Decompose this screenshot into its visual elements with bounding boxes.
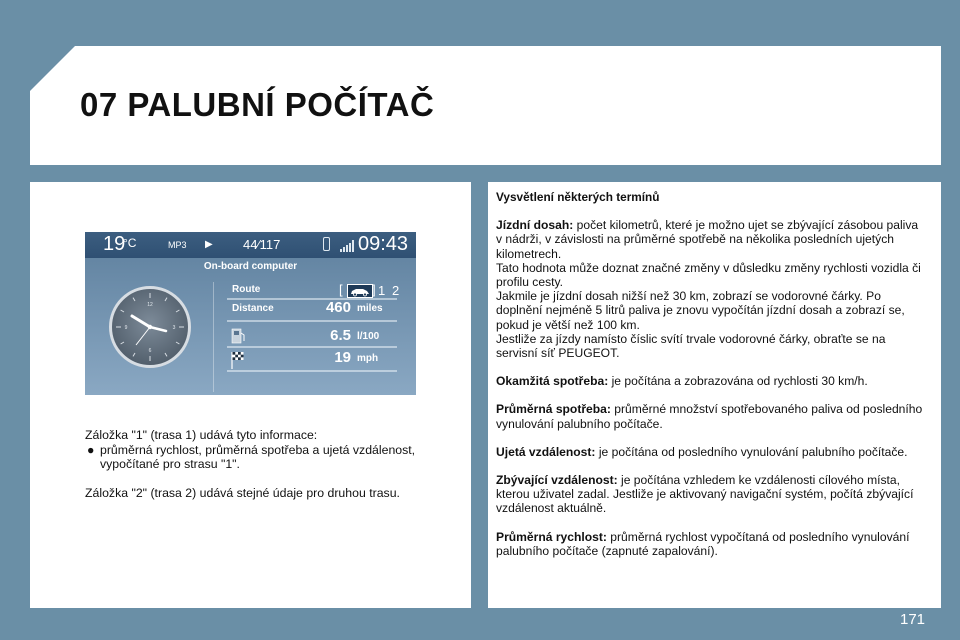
row-divider xyxy=(227,346,397,348)
tab1-bullet xyxy=(85,443,435,472)
distance-travelled-term: Ujetá vzdálenost: xyxy=(496,444,596,459)
clock-number-6: 6 xyxy=(148,348,152,354)
right-column-text xyxy=(496,190,926,572)
trip-tab-1[interactable]: 1 xyxy=(378,283,386,298)
panel-separator xyxy=(213,282,214,392)
analog-clock-icon xyxy=(109,286,191,368)
onboard-computer-screen xyxy=(85,232,416,395)
range-note-3: Jestliže za jízdy namísto číslic svítí trvale vodorovné čárky, obraťte se na servisní síť PEUGEOT. xyxy=(496,331,886,361)
average-speed-paragraph xyxy=(496,530,926,558)
remaining-distance-desc: je počítána vzhledem ke vzdálenosti cílového místa, kterou uživatel zadal. Jestliže je aktivovaný navigační systém, počítá zbývající vzdálenost aktuálně. xyxy=(496,473,914,516)
average-consumption-paragraph xyxy=(496,402,926,430)
clock-number-3: 3 xyxy=(172,325,176,331)
row-divider xyxy=(227,320,397,322)
remaining-distance-term: Zbývající vzdálenost: xyxy=(496,473,618,488)
fuel-pump-icon xyxy=(231,327,245,344)
range-note-1: Tato hodnota může doznat značné změny v důsledku změny rychlosti vozidla či profilu cesty. xyxy=(496,260,921,290)
chapter-title: 07 PALUBNÍ POČÍTAČ xyxy=(80,86,435,123)
left-column-text xyxy=(85,428,435,514)
tab2-description: Záložka "2" (trasa 2) udává stejné údaje pro druhou trasu. xyxy=(85,485,400,500)
phone-icon xyxy=(323,237,330,251)
row-divider xyxy=(227,370,397,372)
tab1-bullet-text: průměrná rychlost, průměrná spotřeba a ujetá vzdálenost, vypočítané pro strasu "1". xyxy=(100,442,416,471)
outside-temperature: 19 xyxy=(103,233,126,255)
instant-consumption-desc: je počítána a zobrazována od rychlosti 30 km/h. xyxy=(611,374,868,389)
track-number: 44⁄117 xyxy=(243,237,281,252)
tab1-intro: Záložka "1" (trasa 1) udává tyto informace: xyxy=(85,428,318,442)
trip-tab-bracket-left: [ xyxy=(339,282,343,297)
average-speed-term: Průměrná rychlost: xyxy=(496,529,607,544)
bullet-icon: ● xyxy=(87,442,95,457)
screen-title: On-board computer xyxy=(203,261,298,272)
temperature-unit: °C xyxy=(123,236,137,250)
average-consumption-term: Průměrná spotřeba: xyxy=(496,402,611,417)
remaining-distance-paragraph xyxy=(496,473,926,516)
range-note-2: Jakmile je jízdní dosah nižší než 30 km, zobrazí se vodorovné čárky. Po doplnění nejméně 5 litrů paliva je znovu vypočítán jízdní dosah a zobrazí se, pokud je větší než 100 km. xyxy=(496,289,905,332)
clock-number-12: 12 xyxy=(147,302,153,308)
signal-icon xyxy=(340,239,356,252)
range-paragraph xyxy=(496,218,926,360)
range-term: Jízdní dosah: xyxy=(496,218,574,233)
average-speed-desc: průměrná rychlost vypočítaná od posledního vynulování palubního počítače (zapnuté zapalování). xyxy=(496,529,910,558)
checkered-flag-icon xyxy=(231,351,245,369)
consumption-value: 6.5 xyxy=(330,327,351,344)
play-icon: ▶ xyxy=(205,239,213,250)
speed-unit: mph xyxy=(357,353,379,364)
display-status-bar xyxy=(85,232,416,258)
page-number: 171 xyxy=(900,611,926,628)
trip-tab-2[interactable]: 2 xyxy=(392,283,400,298)
distance-unit: miles xyxy=(357,303,383,314)
average-consumption-desc: průměrné množství spotřebovaného paliva od posledního vynulování palubního počítače. xyxy=(496,402,923,431)
range-desc: počet kilometrů, které je možno ujet se zbývající zásobou paliva v nádrži, v závislosti na průměrné spotřebě na několika posledních ujetých kilometrech. xyxy=(496,218,919,261)
terms-heading: Vysvětlení některých termínů xyxy=(496,190,660,204)
car-icon xyxy=(347,284,373,298)
trip-tab-bracket-right: ] xyxy=(372,282,376,297)
speed-value: 19 xyxy=(334,349,351,366)
instant-consumption-paragraph xyxy=(496,374,926,388)
distance-value: 460 xyxy=(325,299,351,316)
distance-travelled-desc: je počítána od posledního vynulování palubního počítače. xyxy=(598,444,908,459)
distance-label: Distance xyxy=(232,303,274,314)
route-label: Route xyxy=(232,284,261,295)
distance-travelled-paragraph xyxy=(496,445,926,459)
audio-source: MP3 xyxy=(168,240,187,250)
digital-clock: 09:43 xyxy=(358,233,409,255)
instant-consumption-term: Okamžitá spotřeba: xyxy=(496,374,609,389)
clock-number-9: 9 xyxy=(124,325,128,331)
consumption-unit: l/100 xyxy=(357,331,380,342)
